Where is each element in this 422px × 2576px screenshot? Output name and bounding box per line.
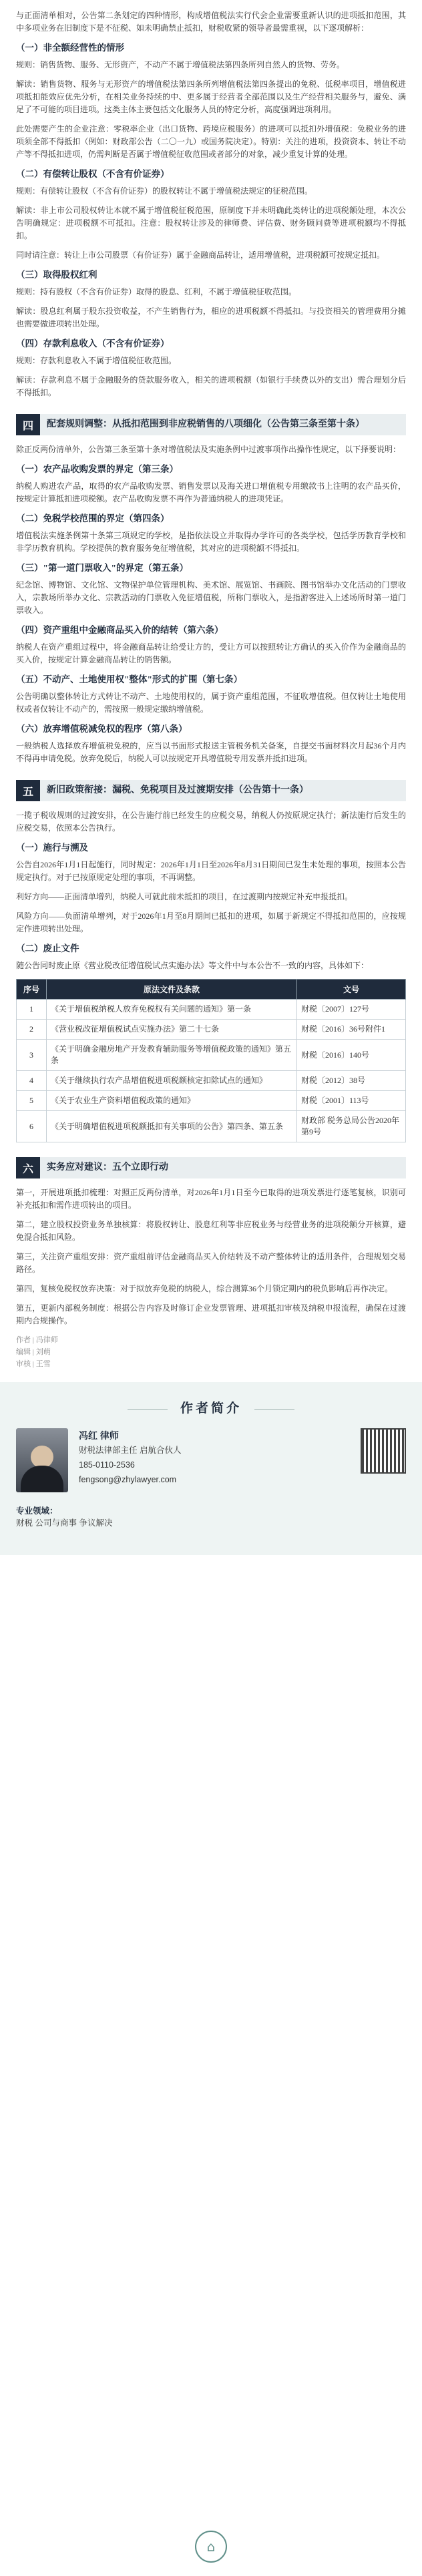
- article-meta: [16, 1334, 406, 1370]
- table-cell: 《关于明确金融房地产开发教育辅助服务等增值税政策的通知》第五条: [47, 1040, 297, 1071]
- table-cell: 2: [17, 1020, 47, 1040]
- table-cell: 财税〔2016〕36号附件1: [297, 1020, 406, 1040]
- paragraph: 随公告同时废止原《营业税改征增值税试点实施办法》等文件中与本公告不一致的内容，具体如下：: [16, 961, 369, 970]
- section-heading: （二）免税学校范围的界定（第四条）: [16, 513, 170, 523]
- author-credit: 作者 | 冯律师: [16, 1336, 58, 1344]
- qr-code-icon: [361, 1428, 406, 1474]
- paragraph: 公告明确以整体转让方式转让不动产、土地使用权的，属于资产重组范围，不征收增值税。但仅转让土地使用权或者仅转让不动产的，需按照一般规定缴纳增值税。: [16, 692, 406, 714]
- table-header: 序号: [17, 980, 47, 1000]
- table-cell: 财政部 税务总局公告2020年第9号: [297, 1111, 406, 1142]
- section-banner: [16, 414, 406, 435]
- table-cell: 《关于继续执行农产品增值税进项税额核定扣除试点的通知》: [47, 1071, 297, 1091]
- paragraph: 第一，开展进项抵扣梳理：对照正反两份清单，对2026年1月1日至今已取得的进项发票进行逐笔复核，识别可补充抵扣和需作进项转出的项目。: [16, 1188, 406, 1210]
- table-cell: 5: [17, 1091, 47, 1111]
- reviewer-credit: 审核 | 王雪: [16, 1360, 51, 1368]
- firm-logo-icon: ⌂: [195, 2531, 227, 2563]
- section-heading: （四）存款利息收入（不含有价证券）: [16, 339, 170, 349]
- section-number: 四: [16, 414, 40, 435]
- paragraph: 增值税法实施条例第十条第三项规定的学校，是指依法设立并取得办学许可的各类学校，包括学历教育学校和非学历教育机构。学校提供的教育服务免征增值税，其对应的进项税额不得抵扣。: [16, 531, 406, 553]
- section-heading: （二）废止文件: [16, 943, 79, 953]
- table-cell: 《关于增值税纳税人放弃免税权有关问题的通知》第一条: [47, 1000, 297, 1020]
- table-row: [17, 1071, 406, 1091]
- paragraph: 规则：存款利息收入不属于增值税征收范围。: [16, 356, 177, 365]
- author-email[interactable]: fengsong@zhylawyer.com: [79, 1475, 177, 1484]
- table-row: [17, 1020, 406, 1040]
- expertise-list: 财税 公司与商事 争议解决: [16, 1518, 113, 1528]
- paragraph: 规则：有偿转让股权（不含有价证券）的股权转让不属于增值税法规定的征税范围。: [16, 186, 313, 196]
- divider: [128, 1409, 168, 1410]
- author-section-label: 作者简介: [180, 1402, 242, 1416]
- paragraph: 除正反两份清单外，公告第三条至第十条对增值税法及实施条例中过渡事项作出操作性规定，以下择要说明：: [16, 445, 401, 454]
- paragraph: 第四，复核免税权放弃决策：对于拟放弃免税的纳税人，综合测算36个月锁定期内的税负影响后再作决定。: [16, 1284, 393, 1293]
- paragraph: 解读：股息红利属于股东投资收益，不产生销售行为，相应的进项税额不得抵扣。与投资相关的管理费用分摊也需要做进项转出处理。: [16, 306, 406, 329]
- paragraph: 一般纳税人选择放弃增值税免税的，应当以书面形式报送主管税务机关备案，自提交书面材料次月起36个月内不得再申请免税。放弃免税后，纳税人可以按规定开具增值税专用发票并抵扣进项。: [16, 741, 406, 763]
- section-heading: （四）资产重组中金融商品买入价的结转（第六条）: [16, 625, 224, 635]
- author-name: 冯红 律师: [79, 1430, 119, 1441]
- divider: [254, 1409, 294, 1410]
- section-number: 五: [16, 780, 40, 801]
- paragraph: 第五，更新内部税务制度：根据公告内容及时修订企业发票管理、进项抵扣审核及纳税申报流程，确保在过渡期内合规操作。: [16, 1303, 406, 1325]
- table-row: [17, 1000, 406, 1020]
- table-cell: 《关于农业生产资料增值税政策的通知》: [47, 1091, 297, 1111]
- section-heading: （二）有偿转让股权（不含有价证券）: [16, 169, 170, 179]
- section-heading: （三）"第一道门票收入"的界定（第五条）: [16, 563, 188, 573]
- table-header: 原法文件及条款: [47, 980, 297, 1000]
- paragraph: 解读：非上市公司股权转让本就不属于增值税征税范围，原制度下并未明确此类转让的进项税额处理，本次公告明确规定：进项税额不可抵扣。注意：股权转让涉及的律师费、评估费、财务顾问费等进项税额均不得抵扣。: [16, 206, 406, 240]
- section-heading: （五）不动产、土地使用权"整体"形式的扩围（第七条）: [16, 674, 242, 684]
- paragraph: 风险方向——负面清单增列，对于2026年1月至8月期间已抵扣的进项，如属于新规定不得抵扣范围的，应按规定作进项转出处理。: [16, 911, 406, 933]
- paragraph: 纳税人在资产重组过程中，将金融商品转让给受让方的，受让方可以按照转让方确认的买入价作为金融商品的买入价，按规定计算金融商品转让的销售额。: [16, 642, 406, 664]
- table-row: [17, 1111, 406, 1142]
- paragraph: 第三，关注资产重组安排：资产重组前评估金融商品买入价结转及不动产整体转让的适用条件，合理规划交易路径。: [16, 1252, 406, 1274]
- table-cell: 财税〔2012〕38号: [297, 1071, 406, 1091]
- expertise-label: 专业领域：: [16, 1506, 58, 1516]
- author-role: 财税法律部主任 启航合伙人: [79, 1446, 182, 1455]
- section-banner: [16, 1157, 406, 1178]
- paragraph: 解读：存款利息不属于金融服务的贷款服务收入，相关的进项税额（如银行手续费以外的支出）需合理划分后不得抵扣。: [16, 375, 406, 397]
- section-heading: （一）农产品收购发票的界定（第三条）: [16, 464, 178, 474]
- paragraph: 规则：持有股权（不含有价证券）取得的股息、红利，不属于增值税征收范围。: [16, 287, 297, 296]
- section-heading: （一）施行与溯及: [16, 843, 88, 853]
- paragraph: 解读：销售货物、服务与无形资产的增值税法第四条所列增值税法第四条提出的免税、低税率项目，增值税进项抵扣能效应优先分析，在相关业务持续的中、更多属于经营者全部范围以及生产经营相关服务与，避免、满足了不可能的项目进项。这类主体主要包括文化服务人员的特定分析，高度强调进项利用。: [16, 79, 406, 114]
- table-header: 文号: [297, 980, 406, 1000]
- avatar: [16, 1428, 68, 1492]
- table-cell: 财税〔2016〕140号: [297, 1040, 406, 1071]
- paragraph: 此处需要产生的企业注意：零税率企业（出口货物、跨境应税服务）的进项可以抵扣外增值税：免税业务的进项须全部不得抵扣（例如：财政部公告（二〇一九）或国务院决定）。特别：关注的进项，投资资本、转让不动产等不得抵扣进项，仍需判断是否属于增值税征收范围或者部分的对象，减少重复计算的处理。: [16, 124, 406, 159]
- author-info: [79, 1428, 350, 1487]
- paragraph: 利好方向——正面清单增列，纳税人可就此前未抵扣的项目，在过渡期内按规定补充申报抵扣。: [16, 892, 353, 901]
- author-card: [16, 1428, 406, 1492]
- paragraph: 纪念馆、博物馆、文化馆、文物保护单位管理机构、美术馆、展览馆、书画院、图书馆举办文化活动的门票收入，宗教场所举办文化、宗教活动的门票收入免征增值税，所称门票收入，是指游客进入上述场所时第一道门票收入。: [16, 580, 406, 615]
- table-cell: 4: [17, 1071, 47, 1091]
- editor-credit: 编辑 | 刘萌: [16, 1348, 51, 1356]
- section-heading: （一）非全额经营性的情形: [16, 43, 124, 53]
- author-phone[interactable]: 185-0110-2536: [79, 1460, 135, 1470]
- table-cell: 1: [17, 1000, 47, 1020]
- section-heading: （三）取得股权红利: [16, 270, 97, 280]
- expertise-block: [16, 1504, 406, 1528]
- table-row: [17, 1091, 406, 1111]
- paragraph: 纳税人购进农产品，取得的农产品收购发票、销售发票以及海关进口增值税专用缴款书上注明的农产品买价，按规定计算抵扣进项税额。农产品收购发票不再作为普通纳税人的进项凭证。: [16, 481, 406, 503]
- table-cell: 《营业税改征增值税试点实施办法》第二十七条: [47, 1020, 297, 1040]
- author-section: [0, 1382, 422, 1555]
- paragraph: 同时请注意：转让上市公司股票（有价证券）属于金融商品转让，适用增值税，进项税额可按规定抵扣。: [16, 250, 385, 260]
- section-title: 实务应对建议：五个立即行动: [47, 1162, 168, 1172]
- table-header-row: [17, 980, 406, 1000]
- author-section-title: [16, 1398, 406, 1416]
- paragraph: 一揽子税收规则的过渡安排，在公告施行前已经发生的应税交易，纳税人仍按原规定执行；新法施行后发生的应税交易，依照本公告执行。: [16, 811, 406, 833]
- paragraph: 公告自2026年1月1日起施行，同时规定：2026年1月1日至2026年8月31日期间已发生未处理的事项，按照本公告规定执行。对于已按原规定处理的事项，不再调整。: [16, 860, 406, 882]
- paragraph: 第二，建立股权投资业务单独核算：将股权转让、股息红利等非应税业务与经营业务的进项税额分开核算，避免混合抵扣风险。: [16, 1220, 406, 1242]
- table-cell: 3: [17, 1040, 47, 1071]
- section-heading: （六）放弃增值税减免权的程序（第八条）: [16, 724, 188, 734]
- table-cell: 财税〔2001〕113号: [297, 1091, 406, 1111]
- section-title: 配套规则调整：从抵扣范围到非应税销售的八项细化（公告第三条至第十条）: [47, 419, 365, 429]
- section-title: 新旧政策衔接：漏税、免税项目及过渡期安排（公告第十一条）: [47, 785, 308, 795]
- table-cell: 《关于明确增值税进项税额抵扣有关事项的公告》第四条、第五条: [47, 1111, 297, 1142]
- section-banner: [16, 780, 406, 801]
- table-cell: 财税〔2007〕127号: [297, 1000, 406, 1020]
- table-row: [17, 1040, 406, 1071]
- table-cell: 6: [17, 1111, 47, 1142]
- paragraph: 规则：销售货物、服务、无形资产，不动产不属于增值税法第四条所列自然人的货物、劳务。: [16, 60, 345, 69]
- section-number: 六: [16, 1157, 40, 1178]
- intro-paragraph: 与正面清单相对，公告第二条划定的四种情形，构成增值税法实行代会企业需要重新认识的进项抵扣范围，其中多项业务在旧制度下是不征税、如未明确禁止抵扣，财税收紧的领导者最需重视，以下逐项解析：: [16, 11, 406, 33]
- repealed-documents-table: [16, 979, 406, 1142]
